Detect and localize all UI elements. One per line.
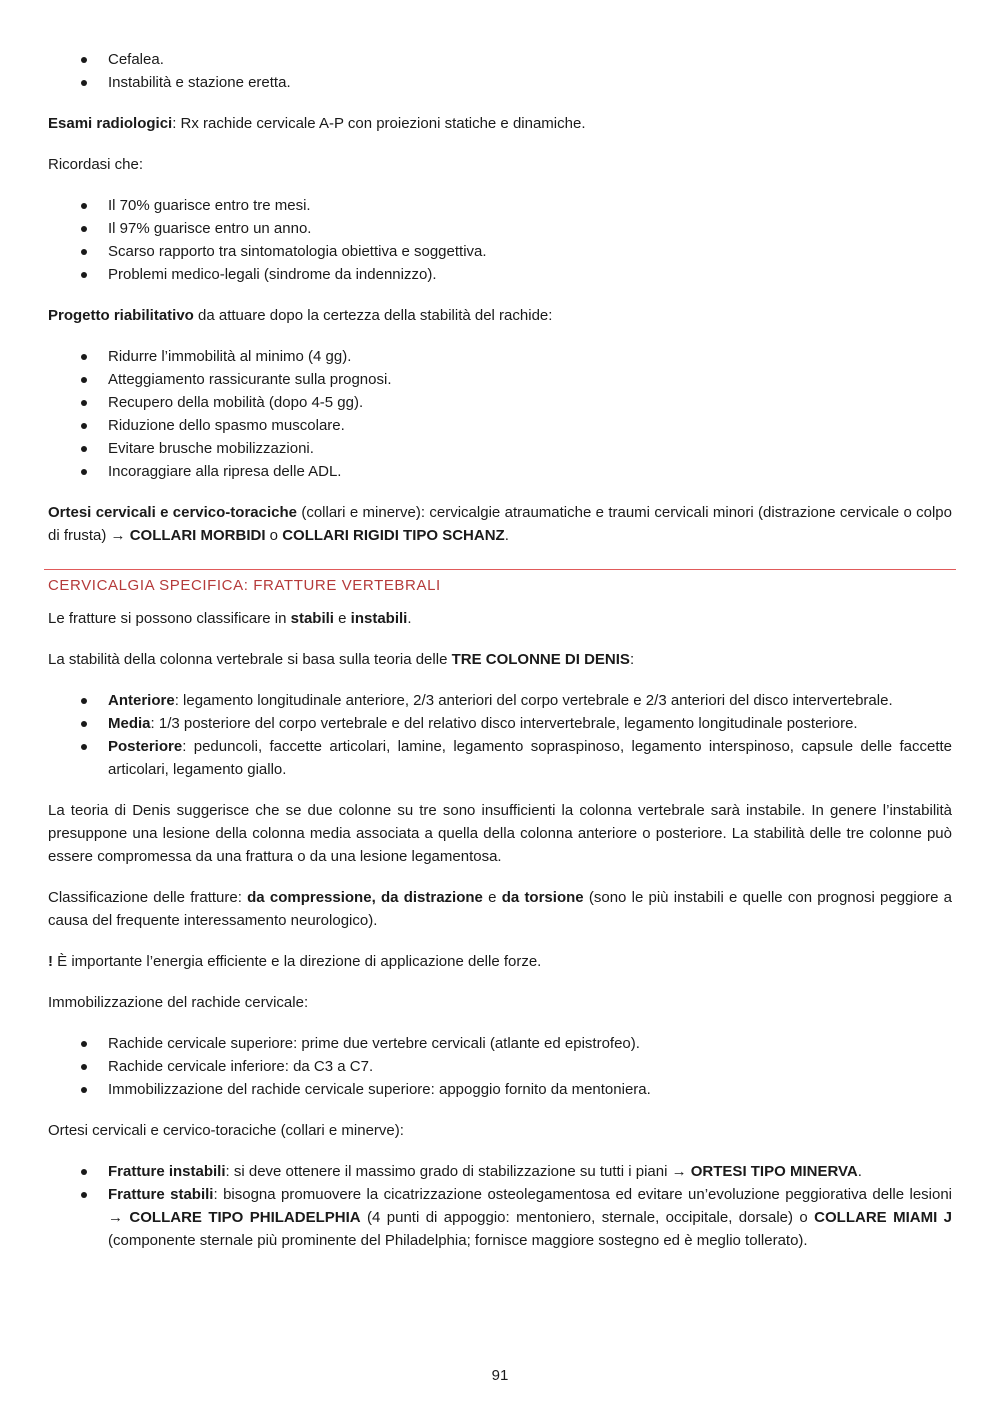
list-item: Atteggiamento rassicurante sulla prognosi. [48,368,952,391]
ortesi-connector: o [265,527,283,544]
section-divider [44,569,956,570]
ricordasi-list [48,194,952,286]
classificazione-paragraph [48,886,952,932]
column-label: Posteriore [108,738,183,755]
text-span: e [333,610,351,627]
text-span: : bisogna promuovere la cicatrizzazione osteolegamentosa ed evitare un’evoluzione peggiorativa delle lesioni → [108,1186,953,1226]
denis-list [48,689,952,781]
list-item: Il 70% guarisce entro tre mesi. [48,194,952,217]
column-label: Media [108,715,151,732]
stabilita-paragraph [48,648,952,671]
column-text: : 1/3 posteriore del corpo vertebrale e del relativo disco intervertebrale, legamento longitudinale posteriore. [150,715,858,732]
ortesi2-paragraph: Ortesi cervicali e cervico-toraciche (collari e minerve): [48,1122,404,1139]
list-item [48,1160,952,1183]
list-item: Recupero della mobilità (dopo 4-5 gg). [48,391,952,414]
bold-span: da torsione [501,889,584,906]
exclamation-mark: ! [48,953,53,970]
column-text: : peduncoli, faccette articolari, lamine, legamento sopraspinoso, legamento interspinoso, capsule delle faccette articolari, legamento giallo. [108,738,952,778]
text-span: (sono le più instabili e quelle con prognosi peggiore a causa del frequente interessamento neurologico). [48,889,952,929]
list-item: Scarso rapporto tra sintomatologia obiettiva e soggettiva. [48,240,952,263]
list-item: Rachide cervicale inferiore: da C3 a C7. [48,1055,952,1078]
list-item: Cefalea. [48,48,952,71]
instabili-label: Fratture instabili [108,1163,226,1180]
text-span: (4 punti di appoggio: mentoniero, sternale, occipitale, dorsale) o [360,1209,815,1226]
page-number: 91 [491,1367,509,1384]
bold-span: ORTESI TIPO MINERVA [690,1163,858,1180]
list-item: Problemi medico-legali (sindrome da indennizzo). [48,263,952,286]
text-span: Le fratture si possono classificare in [48,610,291,627]
text-span: : [629,651,635,668]
text-span: : si deve ottenere il massimo grado di stabilizzazione su tutti i piani → [225,1163,691,1180]
text-span: . [407,610,412,627]
list-item [48,712,952,735]
ricordasi-paragraph: Ricordasi che: [48,156,144,173]
ortesi-paragraph [48,501,952,547]
list-item: Ridurre l’immobilità al minimo (4 gg). [48,345,952,368]
bold-instabili: instabili [350,610,408,627]
text-span: La stabilità della colonna vertebrale si basa sulla teoria delle [48,651,452,668]
progetto-list [48,345,952,483]
bold-span: COLLARE TIPO PHILADELPHIA [129,1209,361,1226]
list-item [48,689,952,712]
esami-label: Esami radiologici [48,115,173,132]
column-text: : legamento longitudinale anteriore, 2/3 anteriori del corpo vertebrale e 2/3 anteriori del disco intervertebrale. [174,692,893,709]
text-span: . [857,1163,862,1180]
bold-span: COLLARE MIAMI J [814,1209,952,1226]
list-item: Riduzione dello spasmo muscolare. [48,414,952,437]
bold-denis: TRE COLONNE DI DENIS [451,651,630,668]
teoria-paragraph: La teoria di Denis suggerisce che se due colonne su tre sono insufficienti la colonna vertebrale sarà instabile. In genere l’instabilità presuppone una lesione della colonna media associata a quella della colonna anteriore o posteriore. La stabilità delle tre colonne può essere compromessa da una frattura o da una lesione legamentosa. [48,802,952,865]
collari-morbidi: COLLARI MORBIDI [129,527,266,544]
text-span: Classificazione delle fratture: [48,889,248,906]
immob-list [48,1032,952,1101]
list-item: Instabilità e stazione eretta. [48,71,952,94]
document-page [48,48,952,1270]
section-heading: CERVICALGIA SPECIFICA: FRATTURE VERTEBRALI [48,577,441,594]
ortesi-end: . [504,527,509,544]
list-item [48,1183,952,1252]
list-item: Evitare brusche mobilizzazioni. [48,437,952,460]
esami-text: : Rx rachide cervicale A-P con proiezioni statiche e dinamiche. [172,115,586,132]
collari-rigidi: COLLARI RIGIDI TIPO SCHANZ [282,527,505,544]
text-span: È importante l’energia efficiente e la direzione di applicazione delle forze. [53,953,542,970]
list-item: Incoraggiare alla ripresa delle ADL. [48,460,952,483]
esami-paragraph [48,112,952,135]
importante-paragraph [48,950,952,973]
bold-stabili: stabili [290,610,334,627]
progetto-label: Progetto riabilitativo [48,307,194,324]
list-item: Il 97% guarisce entro un anno. [48,217,952,240]
progetto-paragraph [48,304,952,327]
text-span: (componente sternale più prominente del Philadelphia; fornisce maggiore sostegno ed è meglio tollerato). [108,1232,808,1249]
symptom-list [48,48,952,94]
progetto-text: da attuare dopo la certezza della stabilità del rachide: [193,307,553,324]
ortesi-label: Ortesi cervicali e cervico-toraciche [48,504,297,521]
bold-span: da compressione, da distrazione [247,889,483,906]
list-item: Immobilizzazione del rachide cervicale superiore: appoggio fornito da mentoniera. [48,1078,952,1101]
text-span: e [482,889,502,906]
column-label: Anteriore [108,692,175,709]
fratture-list [48,1160,952,1252]
list-item [48,735,952,781]
list-item: Rachide cervicale superiore: prime due vertebre cervicali (atlante ed epistrofeo). [48,1032,952,1055]
ortesi-text: (collari e minerve): cervicalgie atraumatiche e traumi cervicali minori (distrazione cervicale o colpo di frusta) → [48,504,952,544]
fratture-paragraph [48,607,952,630]
immob-paragraph: Immobilizzazione del rachide cervicale: [48,994,309,1011]
stabili-label: Fratture stabili [108,1186,214,1203]
